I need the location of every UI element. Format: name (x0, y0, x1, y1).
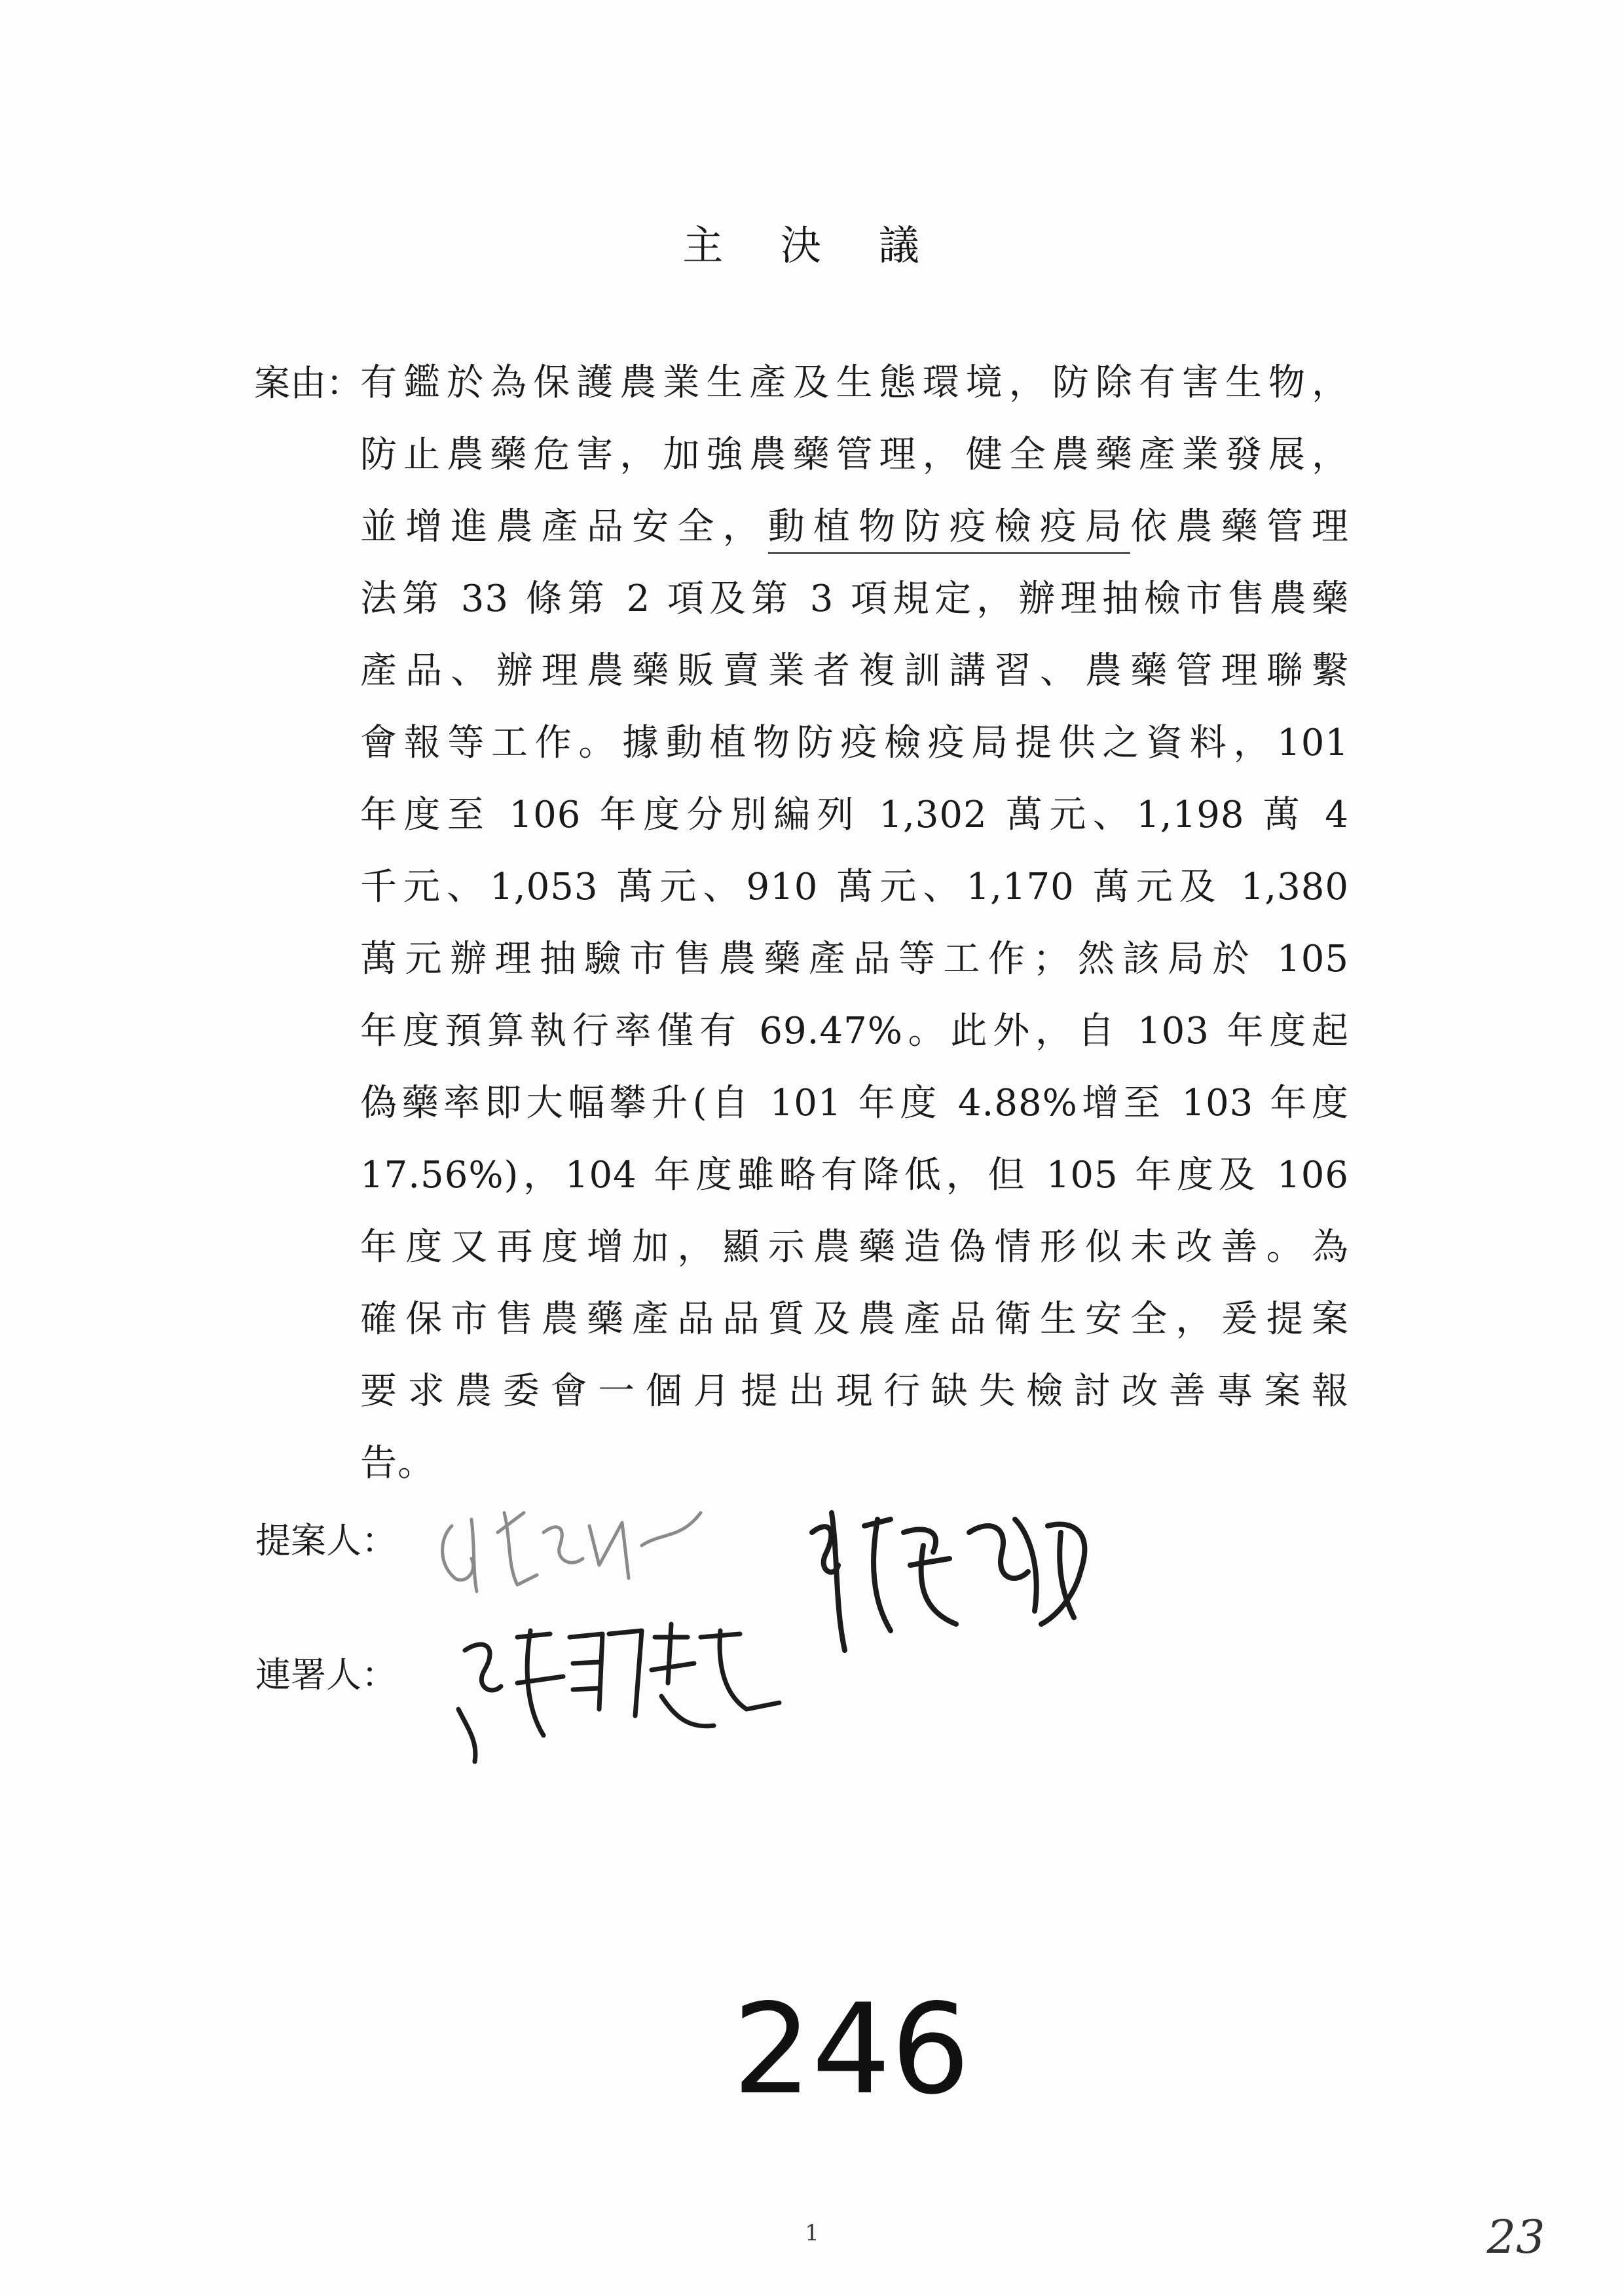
case-line: 會報等工作。據動植物防疫檢疫局提供之資料，101 (360, 722, 1349, 764)
document-title: 主 決 議 (682, 221, 942, 269)
case-body (360, 347, 1349, 1500)
corner-number-text: 23 (1486, 2210, 1545, 2264)
corner-handwritten-number (1473, 2207, 1559, 2266)
case-line: 年度預算執行率僅有 69.47%。此外，自 103 年度起 (360, 1010, 1349, 1052)
case-line (360, 491, 1349, 563)
case-line-part: 依農藥管理 (1130, 506, 1350, 548)
agency-name-underlined: 動植物防疫檢疫局 (768, 506, 1131, 554)
proposer-signature-1 (426, 1487, 727, 1604)
case-line: 17.56%)，104 年度雖略有降低，但 105 年度及 106 (360, 1154, 1349, 1196)
case-line-part: 並增進農產品安全， (360, 506, 768, 548)
case-line: 產品、辦理農藥販賣業者複訓講習、農藥管理聯繫 (360, 650, 1349, 692)
cosigner-signature (439, 1598, 805, 1768)
case-line: 千元、1,053 萬元、910 萬元、1,170 萬元及 1,380 (360, 866, 1349, 908)
case-line: 防止農藥危害，加強農藥管理，健全農藥產業發展， (360, 434, 1349, 476)
case-line: 法第 33 條第 2 項及第 3 項規定，辦理抽檢市售農藥 (360, 578, 1349, 620)
case-line: 有鑑於為保護農業生產及生態環境，防除有害生物， (360, 361, 1349, 404)
stamp-number-text: 246 (732, 1984, 970, 2115)
page-number: 1 (805, 2220, 819, 2246)
case-line: 要求農委會一個月提出現行缺失檢討改善專案報 (360, 1370, 1349, 1413)
case-label: 案由： (254, 362, 363, 404)
proposer-signature-2 (792, 1493, 1107, 1663)
proposer-label: 提案人： (255, 1520, 397, 1561)
case-line: 告。 (360, 1442, 435, 1485)
case-line: 萬元辦理抽驗市售農藥產品等工作；然該局於 105 (360, 938, 1349, 980)
handwritten-page-stamp (727, 1984, 976, 2115)
case-line: 年度又再度增加，顯示農藥造偽情形似未改善。為 (360, 1226, 1349, 1268)
case-line: 確保市售農藥產品品質及農產品衛生安全，爰提案 (360, 1298, 1349, 1341)
case-line: 年度至 106 年度分別編列 1,302 萬元、1,198 萬 4 (360, 794, 1349, 836)
cosigner-label: 連署人： (255, 1654, 397, 1695)
case-line: 偽藥率即大幅攀升(自 101 年度 4.88%增至 103 年度 (360, 1082, 1349, 1124)
